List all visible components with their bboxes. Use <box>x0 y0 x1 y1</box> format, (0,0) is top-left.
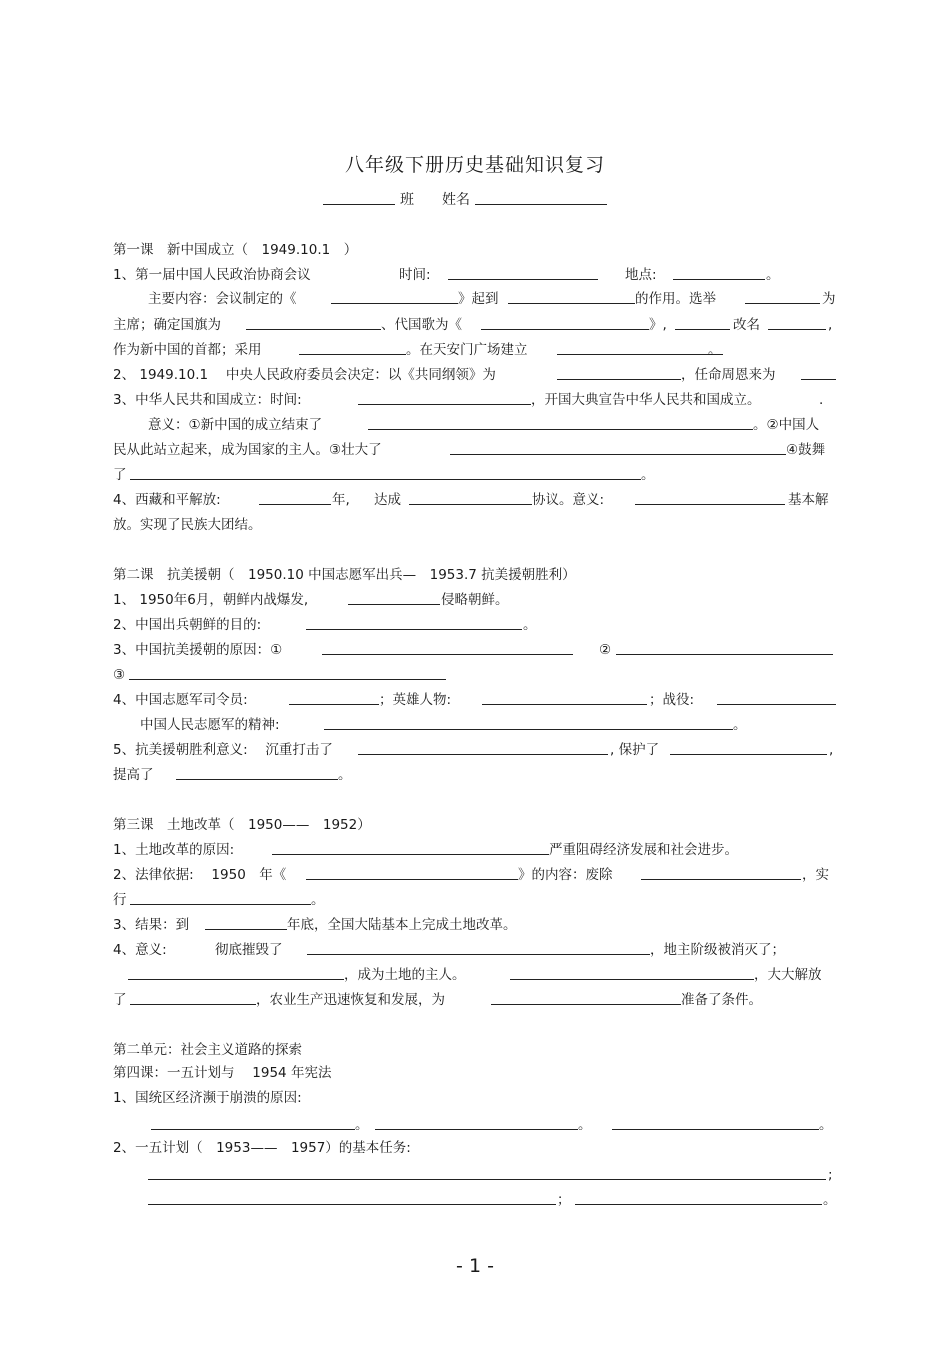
lesson1-line6 <box>113 390 838 410</box>
text: 。在天安门广场建立 <box>406 342 528 358</box>
blank[interactable] <box>176 765 338 780</box>
blank[interactable] <box>557 365 681 380</box>
blank[interactable] <box>358 740 608 755</box>
lesson1-line11 <box>113 515 838 535</box>
text: 的作用。选举 <box>635 291 716 307</box>
blank[interactable] <box>768 315 826 330</box>
text: 。 <box>311 892 325 908</box>
lesson1-line3 <box>113 315 838 335</box>
blank[interactable] <box>450 440 786 455</box>
lesson1-line7 <box>113 415 838 435</box>
blank[interactable] <box>557 340 723 355</box>
blank[interactable] <box>575 1190 822 1205</box>
text: 准备了条件。 <box>681 992 762 1008</box>
blank[interactable] <box>717 690 836 705</box>
text: 3、中华人民共和国成立：时间: <box>113 392 302 408</box>
lesson1-line9 <box>113 465 838 485</box>
blank[interactable] <box>745 289 820 304</box>
lesson3-line3 <box>113 890 838 910</box>
class-blank[interactable] <box>323 190 395 205</box>
blank[interactable] <box>616 640 833 655</box>
text: 。 <box>708 342 722 358</box>
text: 5、抗美援朝胜利意义: 沉重打击了 <box>113 742 333 758</box>
blank[interactable] <box>306 865 518 880</box>
lesson1-line5 <box>113 365 838 385</box>
text: 民从此站立起来，成为国家的主人。③壮大了 <box>113 442 382 458</box>
text: 》, <box>649 317 667 333</box>
text: 。 <box>355 1117 369 1133</box>
blank[interactable] <box>130 465 641 480</box>
blank[interactable] <box>246 315 381 330</box>
blank[interactable] <box>322 640 573 655</box>
blank[interactable] <box>375 1115 578 1130</box>
blank[interactable] <box>129 665 446 680</box>
blank[interactable] <box>801 365 836 380</box>
blank[interactable] <box>151 1115 355 1130</box>
lesson4-heading <box>113 1063 838 1083</box>
lesson3-line5 <box>113 940 838 960</box>
text: 1、第一届中国人民政治协商会议 <box>113 267 311 283</box>
lesson2-line7 <box>113 740 838 760</box>
lesson2-line1 <box>113 590 838 610</box>
text: 3、中国抗美援朝的原因：① <box>113 642 283 658</box>
text: . <box>819 392 824 408</box>
lesson1-heading <box>113 240 838 260</box>
blank[interactable] <box>130 990 256 1005</box>
blank[interactable] <box>272 840 549 855</box>
blank[interactable] <box>259 490 331 505</box>
blank[interactable] <box>348 590 440 605</box>
lesson1-line4 <box>113 340 838 360</box>
text: 协议。意义: <box>532 492 605 508</box>
name-blank[interactable] <box>475 190 607 205</box>
text: 。 <box>819 1117 833 1133</box>
text: 。 <box>733 717 747 733</box>
text: 中国人民志愿军的精神: <box>140 717 280 733</box>
text: , 保护了 <box>610 742 660 758</box>
text: 1、土地改革的原因: <box>113 842 235 858</box>
text: 2、法律依据: 1950 年《 <box>113 867 287 883</box>
blank[interactable] <box>331 289 458 304</box>
text: ，农业生产迅速恢复和发展，为 <box>256 992 445 1008</box>
lesson1-line10 <box>113 490 838 510</box>
lesson2-line4 <box>113 665 838 685</box>
blank[interactable] <box>299 340 406 355</box>
blank[interactable] <box>641 865 801 880</box>
lesson3-line6 <box>113 965 838 985</box>
lesson3-line2 <box>113 865 838 885</box>
blank[interactable] <box>289 690 379 705</box>
text: 意义：①新中国的成立结束了 <box>148 417 323 433</box>
text: 、代国歌为《 <box>381 317 462 333</box>
blank[interactable] <box>448 265 598 280</box>
text: 。②中国人 <box>753 417 820 433</box>
lesson4-heading-text: 第四课：一五计划与 1954 年宪法 <box>113 1065 332 1081</box>
lesson4-line2 <box>113 1115 838 1135</box>
blank[interactable] <box>675 315 730 330</box>
lesson3-heading <box>113 815 838 835</box>
text: 行 <box>113 892 127 908</box>
blank[interactable] <box>612 1115 819 1130</box>
text: 地点: <box>625 267 657 283</box>
text: ；英雄人物: <box>379 692 452 708</box>
blank[interactable] <box>205 915 287 930</box>
blank[interactable] <box>670 740 827 755</box>
text: 。 <box>766 267 780 283</box>
lesson3-line1 <box>113 840 838 860</box>
blank[interactable] <box>130 890 311 905</box>
text: ; <box>828 1167 833 1183</box>
text: 4、中国志愿军司令员: <box>113 692 248 708</box>
text: 改名 <box>733 317 760 333</box>
blank[interactable] <box>128 965 344 980</box>
blank[interactable] <box>481 315 649 330</box>
text: 1、 1950年6月，朝鲜内战爆发, <box>113 592 309 608</box>
text: 主要内容：会议制定的《 <box>148 291 297 307</box>
blank[interactable] <box>148 1190 556 1205</box>
blank[interactable] <box>368 415 753 430</box>
lesson2-line8 <box>113 765 838 785</box>
lesson2-line2 <box>113 615 838 635</box>
blank[interactable] <box>358 390 531 405</box>
text: ④鼓舞 <box>786 442 826 458</box>
lesson2-line6 <box>113 715 838 735</box>
lesson4-line1 <box>113 1088 838 1108</box>
text: 严重阻碍经济发展和社会进步。 <box>549 842 738 858</box>
lesson3-line4 <box>113 915 838 935</box>
text: ，地主阶级被消灭了； <box>650 942 785 958</box>
name-label: 姓名 <box>442 192 470 208</box>
text: ③ <box>113 667 126 683</box>
text: 提高了 <box>113 767 154 783</box>
blank[interactable] <box>306 615 522 630</box>
text: 作为新中国的首都；采用 <box>113 342 262 358</box>
text: 》的内容：废除 <box>518 867 613 883</box>
class-label: 班 <box>400 192 414 208</box>
lesson4-line4 <box>113 1165 838 1185</box>
text: 年, <box>332 492 350 508</box>
lesson1-line8 <box>113 440 838 460</box>
lesson4-line3 <box>113 1138 838 1158</box>
text: 为 <box>822 291 836 307</box>
blank[interactable] <box>148 1165 826 1180</box>
text: 达成 <box>374 492 401 508</box>
blank[interactable] <box>673 265 765 280</box>
lesson4-line5 <box>113 1190 838 1210</box>
blank[interactable] <box>482 690 647 705</box>
text: 。 <box>823 1192 837 1208</box>
lesson2-line5 <box>113 690 838 710</box>
text: , <box>829 742 834 758</box>
lesson2-heading-text: 第二课 抗美援朝（ 1950.10 中国志愿军出兵— 1953.7 抗美援朝胜利） <box>113 567 576 583</box>
text: 彻底摧毁了 <box>215 942 283 958</box>
blank[interactable] <box>324 715 733 730</box>
text: 》起到 <box>458 291 499 307</box>
text: 主席；确定国旗为 <box>113 317 221 333</box>
blank[interactable] <box>510 965 754 980</box>
text: 放。实现了民族大团结。 <box>113 517 262 533</box>
text: ，任命周恩来为 <box>681 367 776 383</box>
blank[interactable] <box>409 490 532 505</box>
text: ； <box>557 1192 571 1208</box>
text: ，实 <box>802 867 829 883</box>
class-name-line <box>320 190 620 210</box>
lesson2-line3 <box>113 640 838 660</box>
text: 4、西藏和平解放: <box>113 492 221 508</box>
text: 基本解 <box>788 492 829 508</box>
lesson3-line7 <box>113 990 838 1010</box>
text: ，开国大典宣告中华人民共和国成立。 <box>531 392 761 408</box>
text: 年底，全国大陆基本上完成土地改革。 <box>287 917 517 933</box>
lesson1-line2 <box>113 289 838 309</box>
text: 时间: <box>399 267 431 283</box>
text: 侵略朝鲜。 <box>441 592 509 608</box>
lesson1-line1 <box>113 265 838 285</box>
blank[interactable] <box>491 990 681 1005</box>
blank[interactable] <box>635 490 785 505</box>
blank[interactable] <box>307 940 650 955</box>
text: 1、国统区经济濒于崩溃的原因: <box>113 1090 302 1106</box>
unit2-heading-text: 第二单元：社会主义道路的探索 <box>113 1042 302 1058</box>
text: , <box>828 317 833 333</box>
text: ，大大解放 <box>754 967 822 983</box>
text: 2、中国出兵朝鲜的目的: <box>113 617 262 633</box>
text: ，成为土地的主人。 <box>344 967 466 983</box>
text: 2、 1949.10.1 中央人民政府委员会决定：以《共同纲领》为 <box>113 367 496 383</box>
text: 。 <box>578 1117 592 1133</box>
page-number: - 1 - <box>456 1255 494 1277</box>
text: 。 <box>641 467 655 483</box>
text: ；战役: <box>649 692 695 708</box>
text: 4、意义: <box>113 942 167 958</box>
lesson1-heading-text: 第一课 新中国成立（ 1949.10.1 ） <box>113 242 358 258</box>
text: ② <box>599 642 612 658</box>
page-title: 八年级下册历史基础知识复习 <box>344 154 605 176</box>
unit2-heading <box>113 1040 838 1060</box>
text: 2、一五计划（ 1953—— 1957）的基本任务: <box>113 1140 411 1156</box>
lesson2-heading <box>113 565 838 585</box>
text: 了 <box>113 467 127 483</box>
text: 。 <box>523 617 537 633</box>
blank[interactable] <box>508 289 635 304</box>
text: 了 <box>113 992 127 1008</box>
text: 3、结果：到 <box>113 917 190 933</box>
text: 。 <box>338 767 352 783</box>
lesson3-heading-text: 第三课 土地改革（ 1950—— 1952） <box>113 817 371 833</box>
